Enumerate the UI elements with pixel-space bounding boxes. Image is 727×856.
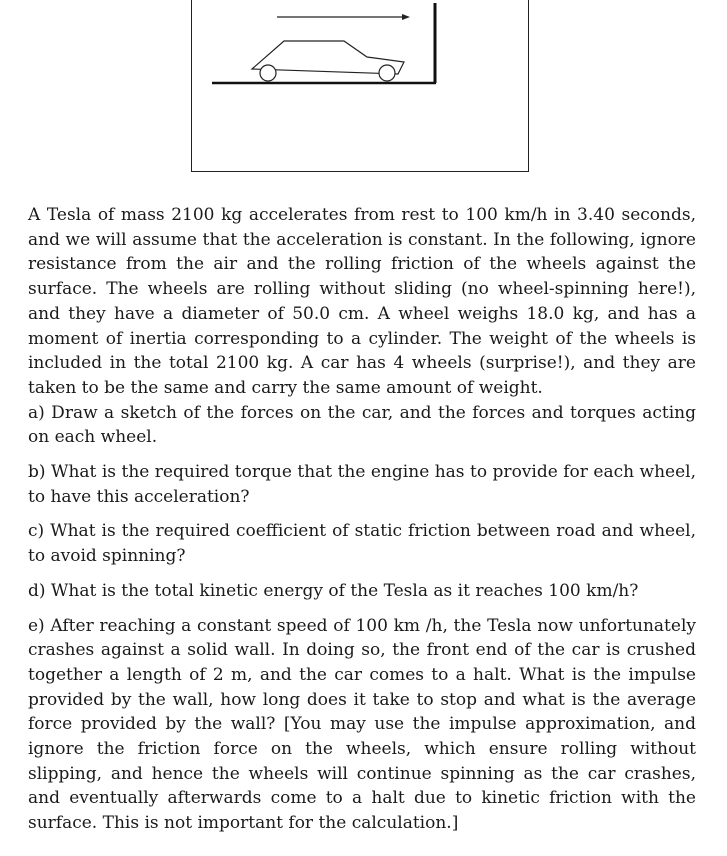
problem-text [28,203,696,836]
part-a: a) Draw a sketch of the forces on the car, and the forces and torques acting on each wheel. [28,402,696,448]
rear-wheel [260,65,276,81]
problem-intro: A Tesla of mass 2100 kg accelerates from rest to 100 km/h in 3.40 seconds, and we will assume that the acceleration is constant. In the following, ignore resistance from the air and the rolling friction of the wheels against the surface. The wheels are rolling without sliding (no wheel-spinning here!), and they have a diameter of 50.0 cm. A wheel weighs 18.0 kg, and has a moment of inertia corresponding to a cylinder. The weight of the wheels is included in the total 2100 kg. A car has 4 wheels (surprise!), and they are taken to be the same and carry the same amount of weight. [28,205,696,398]
front-wheel [379,65,395,81]
velocity-arrow-head [402,14,410,20]
part-b: b) What is the required torque that the engine has to provide for each wheel, to have this acceleration? [28,462,696,507]
car-wall-diagram [192,0,530,172]
part-c: c) What is the required coefficient of static friction between road and wheel, to avoid spinning? [28,521,696,567]
car-wall-figure [191,0,529,172]
part-e: e) After reaching a constant speed of 100 km /h, the Tesla now unfortunately crashes against a solid wall. In doing so, the front end of the car is crushed together a length of 2 m, and the car comes to a halt. What is the impulse provided by the wall, how long does it take to stop and what is the average force provided by the wall? [You may use the impulse approximation, and ignore the friction force on the wheels, which ensure rolling without slipping, and hence the wheels will continue spinning as the car crashes, and eventually afterwards come to a halt due to kinetic friction with the surface. This is not important for the calculation.] [28,615,696,834]
part-d: d) What is the total kinetic energy of the Tesla as it reaches 100 km/h? [28,580,639,601]
